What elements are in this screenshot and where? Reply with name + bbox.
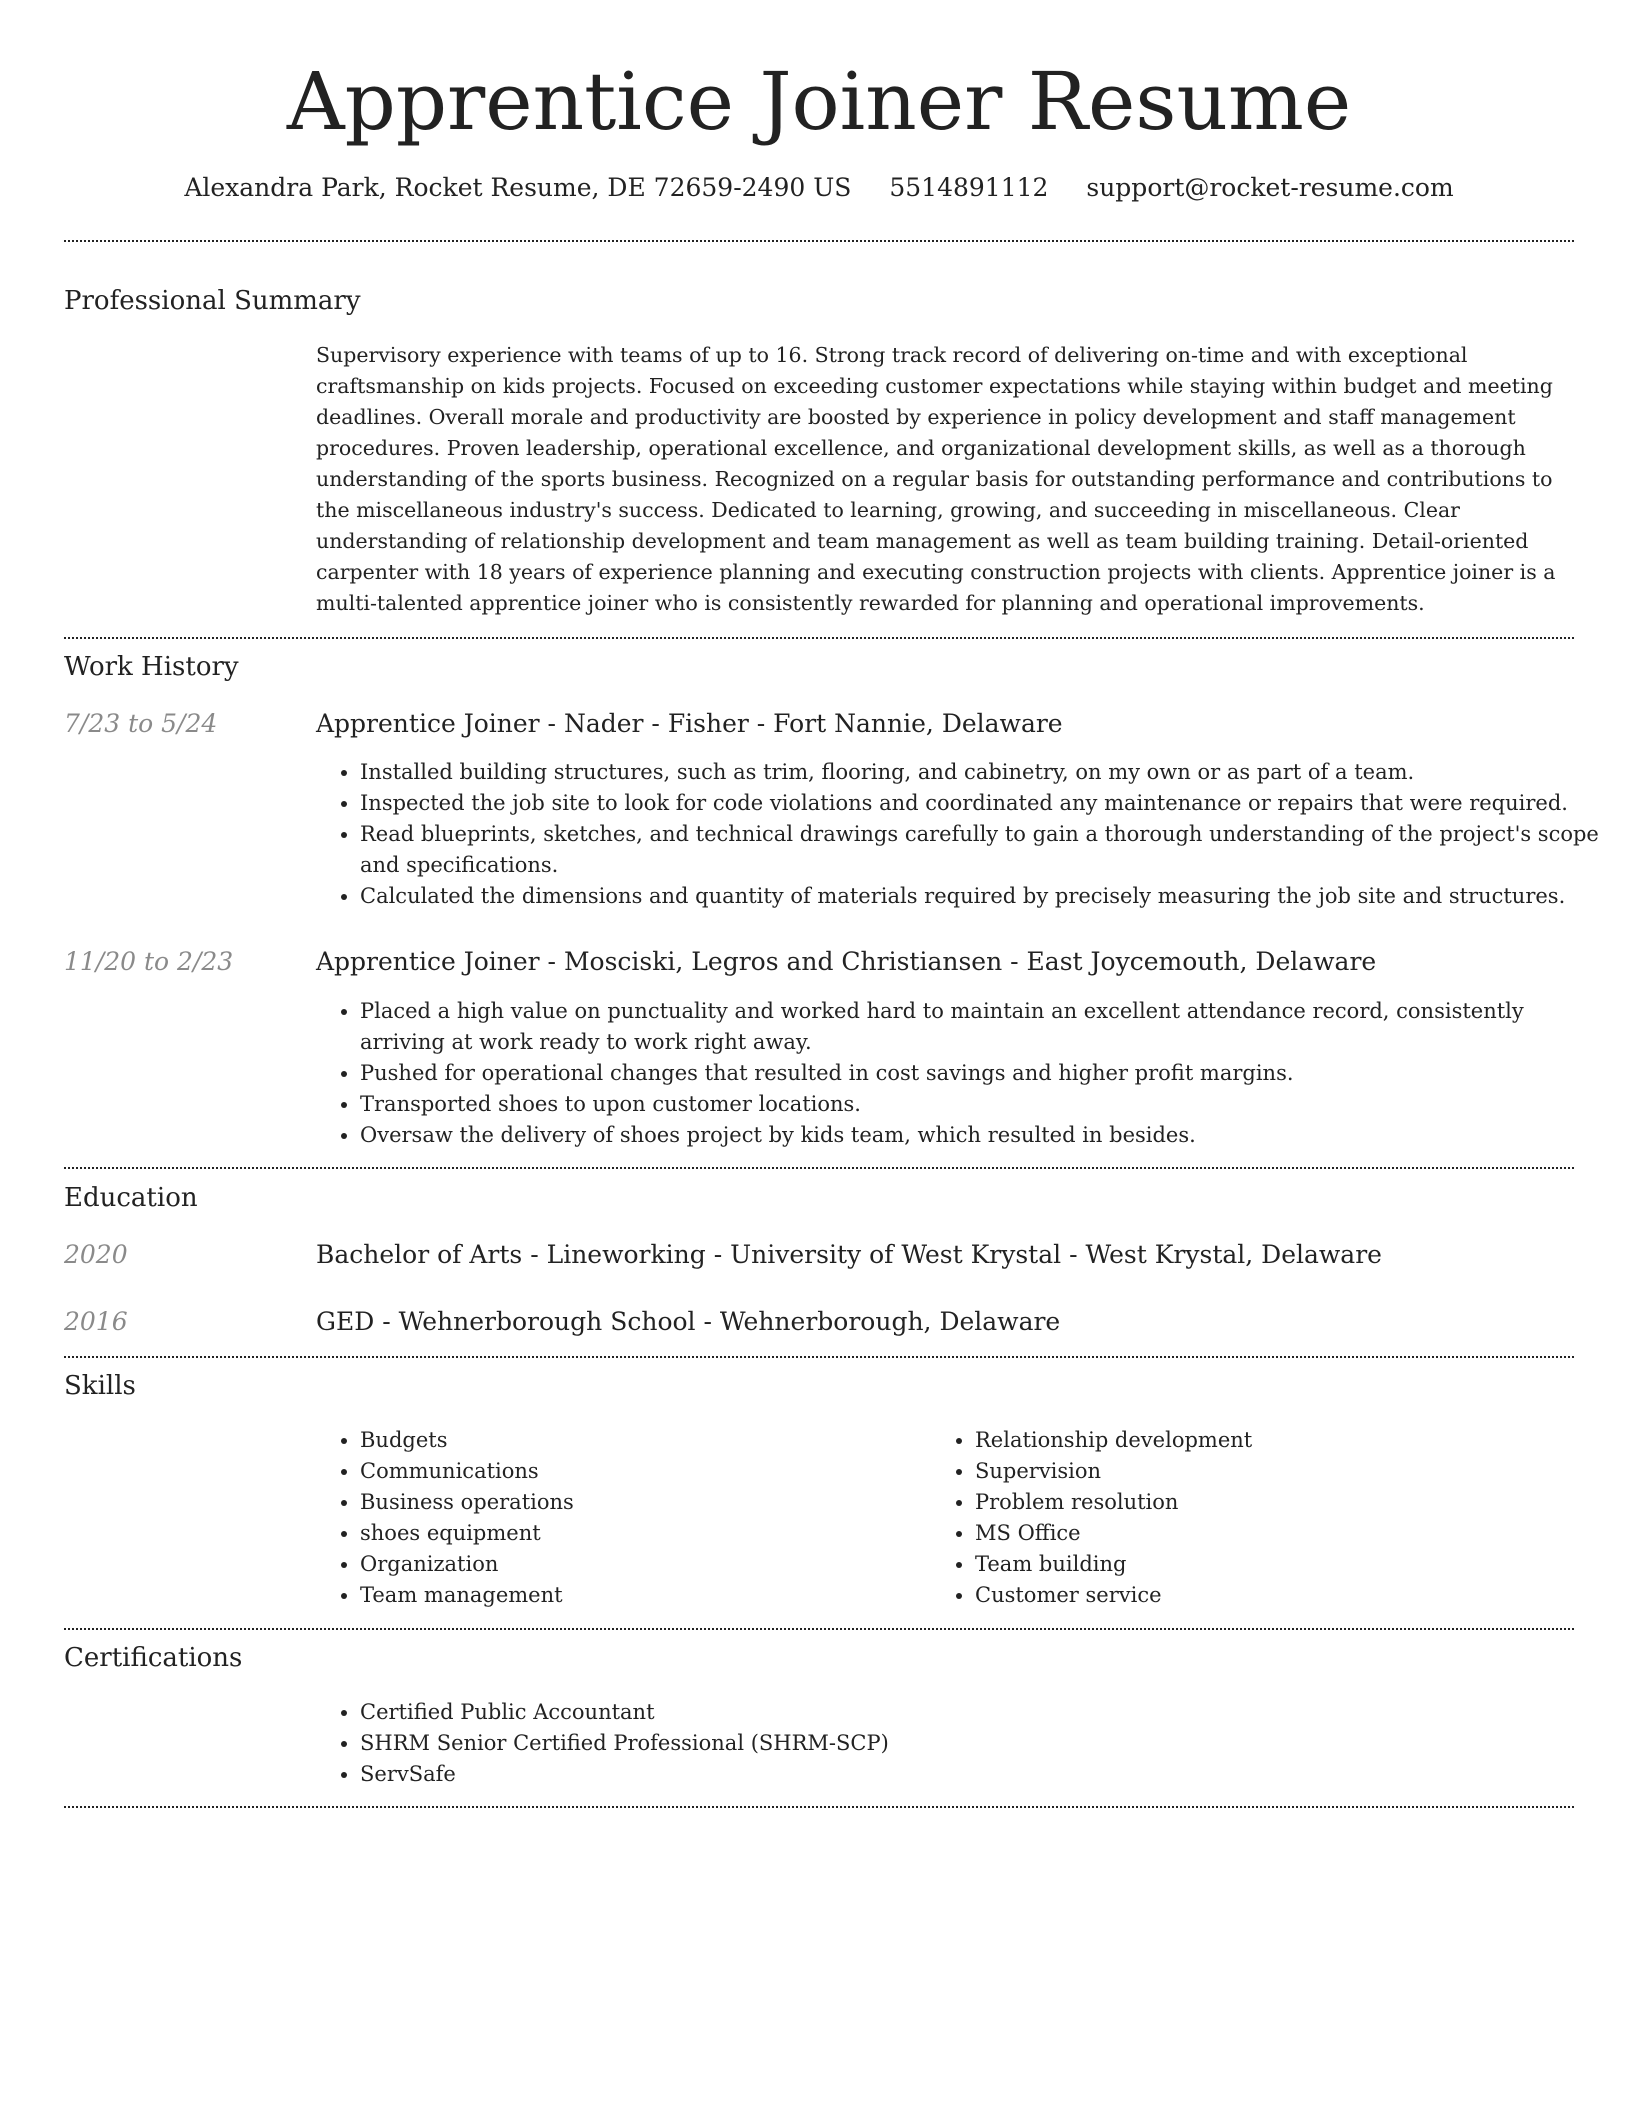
skill-item: • Team management <box>360 1580 920 1611</box>
list-item: • Calculated the dimensions and quantity of materials required by precisely measuring the job site and structures. <box>360 881 1600 912</box>
section-divider <box>64 240 1574 242</box>
certifications-list <box>316 1697 1600 1790</box>
job-bullets <box>316 757 1600 912</box>
skill-item: • Relationship development <box>975 1425 1575 1456</box>
education-entry: Bachelor of Arts - Lineworking - University of West Krystal - West Krystal, Delaware <box>316 1240 1382 1269</box>
skill-item: • Customer service <box>975 1580 1575 1611</box>
education-year: 2020 <box>64 1240 128 1269</box>
summary-text: Supervisory experience with teams of up to 16. Strong track record of delivering on-time and with exceptional craftsmanship on kids projects. Focused on exceeding customer expectations while staying within budget and meeting deadlines. Overall morale and productivity are boosted by experience in policy development and staff management procedures. Proven leadership, operational excellence, and organizational development skills, as well as a thorough understanding of the sports business. Recognized on a regular basis for outstanding performance and contributions to the miscellaneous industry's success. Dedicated to learning, growing, and succeeding in miscellaneous. Clear understanding of relationship development and team management as well as team building training. Detail-oriented carpenter with 18 years of experience planning and executing construction projects with clients. Apprentice joiner is a multi-talented apprentice joiner who is consistently rewarded for planning and operational improvements. <box>316 343 1556 615</box>
section-divider <box>64 1628 1574 1630</box>
skill-item: • Organization <box>360 1549 920 1580</box>
list-item: • Installed building structures, such as trim, flooring, and cabinetry, on my own or as part of a team. <box>360 757 1600 788</box>
skill-item: • shoes equipment <box>360 1518 920 1549</box>
contact-phone: 5514891112 <box>889 173 1049 202</box>
job-title: Apprentice Joiner - Mosciski, Legros and Christiansen - East Joycemouth, Delaware <box>316 947 1377 976</box>
contact-email: support@rocket-resume.com <box>1086 173 1454 202</box>
summary-heading: Professional Summary <box>64 286 361 316</box>
list-item: • Inspected the job site to look for code violations and coordinated any maintenance or repairs that were required. <box>360 788 1600 819</box>
skills-list-left <box>316 1425 920 1611</box>
list-item: • Placed a high value on punctuality and worked hard to maintain an excellent attendance record, consistently arriving at work ready to work right away. <box>360 996 1600 1058</box>
skill-item: • Problem resolution <box>975 1487 1575 1518</box>
list-item: • Read blueprints, sketches, and technical drawings carefully to gain a thorough understanding of the project's scope and specifications. <box>360 819 1600 881</box>
skill-item: • Communications <box>360 1456 920 1487</box>
skills-heading: Skills <box>64 1371 136 1401</box>
job-dates: 7/23 to 5/24 <box>64 709 218 738</box>
skill-item: • Supervision <box>975 1456 1575 1487</box>
section-divider <box>64 1167 1574 1169</box>
list-item: • Oversaw the delivery of shoes project by kids team, which resulted in besides. <box>360 1120 1600 1151</box>
skill-item: • Team building <box>975 1549 1575 1580</box>
skills-list-right <box>931 1425 1575 1611</box>
skill-item: • Budgets <box>360 1425 920 1456</box>
list-item: • Transported shoes to upon customer locations. <box>360 1089 1600 1120</box>
contact-address: Alexandra Park, Rocket Resume, DE 72659-2490 US <box>184 173 852 202</box>
section-divider <box>64 637 1574 639</box>
list-item: • Pushed for operational changes that resulted in cost savings and higher profit margins. <box>360 1058 1600 1089</box>
section-divider <box>64 1356 1574 1358</box>
education-year: 2016 <box>64 1307 128 1336</box>
work-history-heading: Work History <box>64 652 239 682</box>
education-field: Lineworking <box>546 1240 706 1269</box>
certification-item: • ServSafe <box>360 1759 1600 1790</box>
job-bullets <box>316 996 1600 1151</box>
certification-item: • Certified Public Accountant <box>360 1697 1600 1728</box>
resume-title: Apprentice Joiner Resume <box>286 55 1352 148</box>
job-title: Apprentice Joiner - Nader - Fisher - Fort Nannie, Delaware <box>316 709 1063 738</box>
certifications-heading: Certifications <box>64 1643 243 1673</box>
education-degree: Bachelor of Arts <box>316 1240 523 1269</box>
contact-line <box>64 170 1574 206</box>
job-dates: 11/20 to 2/23 <box>64 947 234 976</box>
education-school: - University of West Krystal - West Krystal, Delaware <box>705 1240 1382 1269</box>
certification-item: • SHRM Senior Certified Professional (SHRM-SCP) <box>360 1728 1600 1759</box>
skill-item: • Business operations <box>360 1487 920 1518</box>
skill-item: • MS Office <box>975 1518 1575 1549</box>
education-entry: GED - Wehnerborough School - Wehnerborough, Delaware <box>316 1307 1061 1336</box>
section-divider <box>64 1806 1574 1808</box>
education-heading: Education <box>64 1183 198 1213</box>
